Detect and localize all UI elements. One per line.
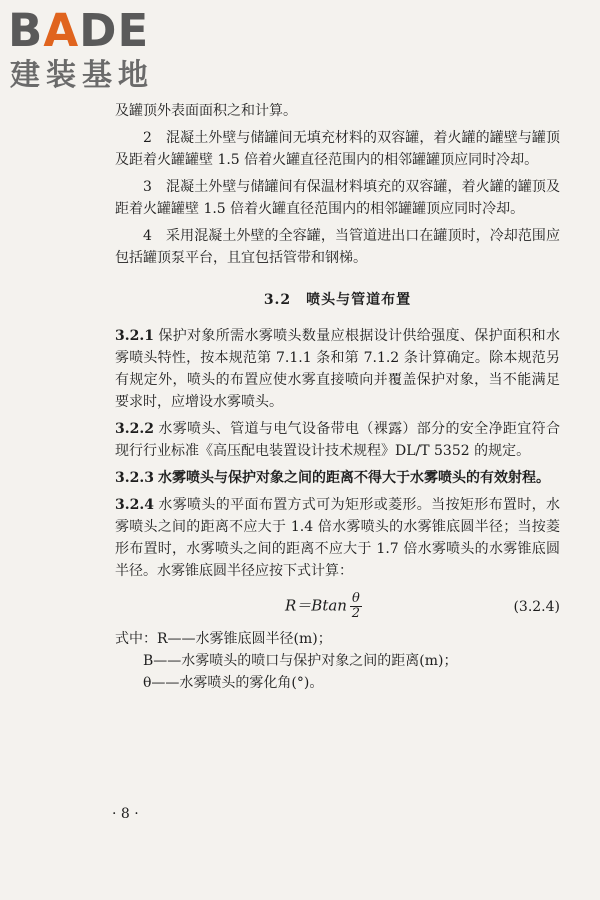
where-prefix: 式中：: [115, 631, 157, 647]
paragraph-continuation: 及罐顶外表面面积之和计算。: [115, 103, 297, 119]
section-title: 3.2 喷头与管道布置: [263, 292, 412, 308]
clause-text: 水雾喷头与保护对象之间的距离不得大于水雾喷头的有效射程。: [157, 470, 550, 486]
clause-number: 3.2.4: [115, 497, 154, 513]
clause-3-2-3: [115, 467, 560, 489]
clause-number: 3.2.3: [115, 470, 154, 486]
clause-3-2-1: [115, 325, 560, 413]
formula-numerator: θ: [351, 591, 360, 606]
brand-logo: [8, 6, 178, 96]
logo-subtitle: 建装基地: [10, 58, 154, 93]
page-number: · 8 ·: [112, 806, 139, 822]
formula-lhs: R＝Btan: [285, 596, 347, 615]
clause-text: 水雾喷头、管道与电气设备带电（裸露）部分的安全净距宜符合现行行业标准《高压配电装置设计技术规程》DL/T 5352 的规定。: [115, 421, 560, 459]
formula-fraction: [350, 592, 362, 621]
formula-block: [115, 588, 560, 624]
definition-r-text: R——水雾锥底圆半径(m)；: [157, 631, 332, 647]
clause-number: 3.2.2: [115, 421, 154, 437]
clause-text: 水雾喷头的平面布置方式可为矩形或菱形。当按矩形布置时，水雾喷头之间的距离不应大于 1.4 倍水雾喷头的水雾锥底圆半径；当按菱形布置时，水雾喷头之间的距离不应大于 1.7 倍水雾喷头的水雾锥底圆半径。水雾锥底圆半径应按下式计算：: [115, 497, 560, 579]
definition-theta: θ——水雾喷头的雾化角(°)。: [143, 675, 324, 691]
definition-r: [115, 628, 560, 650]
document-body: [115, 100, 560, 694]
formula-expression: [285, 592, 362, 621]
logo-wordmark: BADE: [8, 4, 150, 57]
clause-3-2-2: [115, 418, 560, 462]
definition-b: B——水雾喷头的喷口与保护对象之间的距离(m)；: [143, 653, 458, 669]
equation-number: (3.2.4): [513, 599, 560, 615]
paragraph-item-3: 3 混凝土外壁与储罐间有保温材料填充的双容罐，着火罐的罐顶及距着火罐罐壁 1.5 倍着火罐直径范围内的相邻罐罐顶应同时冷却。: [115, 179, 560, 217]
clause-number: 3.2.1: [115, 328, 154, 344]
paragraph-item-2: 2 混凝土外壁与储罐间无填充材料的双容罐，着火罐的罐壁与罐顶及距着火罐罐壁 1.5 倍着火罐直径范围内的相邻罐罐顶应同时冷却。: [115, 130, 560, 168]
clause-text: 保护对象所需水雾喷头数量应根据设计供给强度、保护面积和水雾喷头特性，按本规范第 7.1.1 条和第 7.1.2 条计算确定。除本规范另有规定外，喷头的布置应使水雾直接喷向并覆盖保护对象，当不能满足要求时，应增设水雾喷头。: [115, 328, 560, 410]
formula-denominator: 2: [351, 606, 360, 621]
clause-3-2-4: [115, 494, 560, 582]
paragraph-item-4: 4 采用混凝土外壁的全容罐，当管道进出口在罐顶时，冷却范围应包括罐顶泵平台，且宜包括管带和钢梯。: [115, 228, 560, 266]
